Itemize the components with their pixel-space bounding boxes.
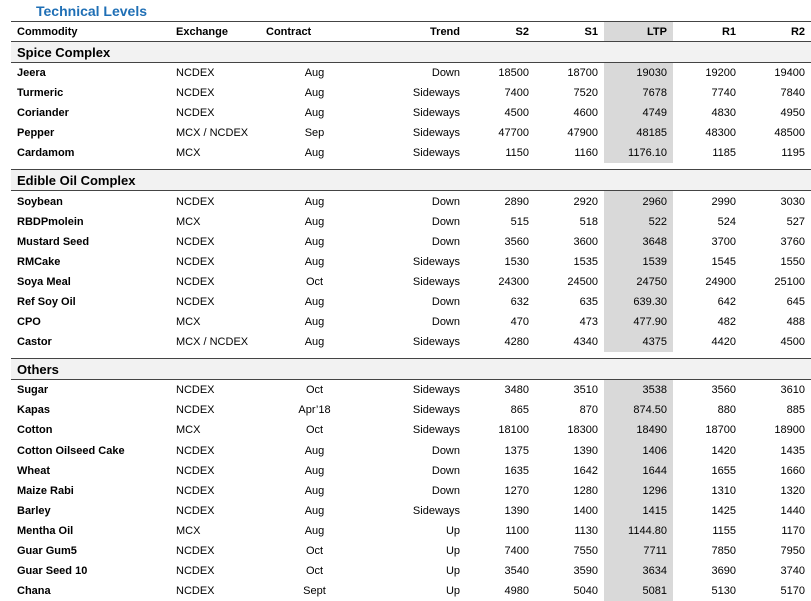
cell-contract: Aug xyxy=(260,191,369,212)
cell-exchange: MCX xyxy=(170,521,260,541)
cell-trend: Sideways xyxy=(369,103,466,123)
cell-commodity: Cardamom xyxy=(11,143,170,163)
cell-contract: Aug xyxy=(260,252,369,272)
cell-commodity: RMCake xyxy=(11,252,170,272)
cell-r1: 24900 xyxy=(673,272,742,292)
cell-exchange: MCX / NCDEX xyxy=(170,332,260,352)
cell-s1: 5040 xyxy=(535,581,604,601)
cell-ltp: 1144.80 xyxy=(604,521,673,541)
cell-exchange: MCX xyxy=(170,420,260,440)
cell-trend: Sideways xyxy=(369,252,466,272)
cell-s2: 7400 xyxy=(466,541,535,561)
cell-ltp: 7678 xyxy=(604,83,673,103)
header-s1: S1 xyxy=(535,22,604,42)
cell-r1: 2990 xyxy=(673,191,742,212)
cell-commodity: Ref Soy Oil xyxy=(11,292,170,312)
cell-commodity: Chana xyxy=(11,581,170,601)
table-row xyxy=(11,581,811,601)
cell-trend: Up xyxy=(369,561,466,581)
cell-r1: 3690 xyxy=(673,561,742,581)
section-header-row xyxy=(11,359,811,380)
cell-trend: Down xyxy=(369,212,466,232)
cell-s2: 24300 xyxy=(466,272,535,292)
cell-r1: 4420 xyxy=(673,332,742,352)
cell-s2: 865 xyxy=(466,400,535,420)
table-row xyxy=(11,541,811,561)
cell-r2: 48500 xyxy=(742,123,811,143)
cell-trend: Sideways xyxy=(369,400,466,420)
cell-commodity: Soya Meal xyxy=(11,272,170,292)
cell-s1: 1400 xyxy=(535,501,604,521)
cell-ltp: 2960 xyxy=(604,191,673,212)
cell-trend: Sideways xyxy=(369,420,466,440)
cell-ltp: 1415 xyxy=(604,501,673,521)
cell-trend: Down xyxy=(369,63,466,84)
cell-trend: Sideways xyxy=(369,501,466,521)
cell-ltp: 3634 xyxy=(604,561,673,581)
cell-s2: 515 xyxy=(466,212,535,232)
cell-r2: 3610 xyxy=(742,380,811,401)
cell-ltp: 18490 xyxy=(604,420,673,440)
cell-r2: 1550 xyxy=(742,252,811,272)
table-row xyxy=(11,212,811,232)
cell-s2: 7400 xyxy=(466,83,535,103)
cell-ltp: 24750 xyxy=(604,272,673,292)
cell-contract: Sep xyxy=(260,123,369,143)
cell-trend: Down xyxy=(369,441,466,461)
cell-s2: 18100 xyxy=(466,420,535,440)
cell-s1: 3600 xyxy=(535,232,604,252)
cell-trend: Sideways xyxy=(369,380,466,401)
cell-s2: 4280 xyxy=(466,332,535,352)
table-row xyxy=(11,400,811,420)
table-row xyxy=(11,232,811,252)
cell-s2: 1375 xyxy=(466,441,535,461)
cell-r2: 1195 xyxy=(742,143,811,163)
cell-commodity: Kapas xyxy=(11,400,170,420)
section-header-row xyxy=(11,42,811,63)
cell-commodity: Soybean xyxy=(11,191,170,212)
cell-exchange: NCDEX xyxy=(170,232,260,252)
cell-commodity: Pepper xyxy=(11,123,170,143)
cell-s1: 7520 xyxy=(535,83,604,103)
table-header-row xyxy=(11,22,811,42)
cell-contract: Apr’18 xyxy=(260,400,369,420)
cell-exchange: NCDEX xyxy=(170,63,260,84)
cell-contract: Aug xyxy=(260,232,369,252)
cell-r1: 3560 xyxy=(673,380,742,401)
cell-exchange: NCDEX xyxy=(170,501,260,521)
cell-contract: Aug xyxy=(260,332,369,352)
cell-s1: 24500 xyxy=(535,272,604,292)
cell-commodity: Cotton xyxy=(11,420,170,440)
cell-exchange: MCX xyxy=(170,212,260,232)
table-row xyxy=(11,83,811,103)
cell-trend: Sideways xyxy=(369,272,466,292)
table-row xyxy=(11,123,811,143)
header-exchange: Exchange xyxy=(170,22,260,42)
cell-r2: 1170 xyxy=(742,521,811,541)
table-row xyxy=(11,501,811,521)
cell-r1: 4830 xyxy=(673,103,742,123)
cell-s2: 3540 xyxy=(466,561,535,581)
header-contract: Contract xyxy=(260,22,369,42)
cell-trend: Down xyxy=(369,312,466,332)
cell-commodity: Coriander xyxy=(11,103,170,123)
cell-exchange: NCDEX xyxy=(170,83,260,103)
table-row xyxy=(11,481,811,501)
cell-r2: 7840 xyxy=(742,83,811,103)
cell-r1: 1545 xyxy=(673,252,742,272)
section-title: Others xyxy=(11,359,811,380)
cell-s2: 18500 xyxy=(466,63,535,84)
cell-exchange: NCDEX xyxy=(170,103,260,123)
cell-s1: 2920 xyxy=(535,191,604,212)
cell-s2: 1270 xyxy=(466,481,535,501)
cell-exchange: NCDEX xyxy=(170,252,260,272)
cell-r2: 3740 xyxy=(742,561,811,581)
cell-s1: 518 xyxy=(535,212,604,232)
cell-r2: 3030 xyxy=(742,191,811,212)
cell-s1: 473 xyxy=(535,312,604,332)
cell-s1: 3590 xyxy=(535,561,604,581)
cell-commodity: Mustard Seed xyxy=(11,232,170,252)
cell-s2: 2890 xyxy=(466,191,535,212)
cell-s2: 1635 xyxy=(466,461,535,481)
cell-contract: Aug xyxy=(260,521,369,541)
cell-r2: 4950 xyxy=(742,103,811,123)
cell-r1: 1655 xyxy=(673,461,742,481)
cell-s1: 4340 xyxy=(535,332,604,352)
cell-contract: Aug xyxy=(260,292,369,312)
cell-commodity: Sugar xyxy=(11,380,170,401)
header-ltp: LTP xyxy=(604,22,673,42)
cell-s1: 1160 xyxy=(535,143,604,163)
cell-r2: 1320 xyxy=(742,481,811,501)
cell-contract: Aug xyxy=(260,83,369,103)
table-row xyxy=(11,63,811,84)
cell-s1: 1642 xyxy=(535,461,604,481)
cell-exchange: MCX xyxy=(170,312,260,332)
cell-s1: 18700 xyxy=(535,63,604,84)
cell-s1: 1280 xyxy=(535,481,604,501)
cell-trend: Up xyxy=(369,541,466,561)
header-commodity: Commodity xyxy=(11,22,170,42)
cell-contract: Aug xyxy=(260,481,369,501)
cell-contract: Aug xyxy=(260,212,369,232)
table-row xyxy=(11,420,811,440)
cell-ltp: 1296 xyxy=(604,481,673,501)
cell-r2: 25100 xyxy=(742,272,811,292)
cell-commodity: Cotton Oilseed Cake xyxy=(11,441,170,461)
cell-trend: Up xyxy=(369,521,466,541)
cell-commodity: Maize Rabi xyxy=(11,481,170,501)
cell-exchange: NCDEX xyxy=(170,400,260,420)
cell-s2: 3480 xyxy=(466,380,535,401)
cell-contract: Aug xyxy=(260,143,369,163)
cell-exchange: NCDEX xyxy=(170,292,260,312)
cell-commodity: Jeera xyxy=(11,63,170,84)
cell-r1: 1185 xyxy=(673,143,742,163)
cell-contract: Oct xyxy=(260,541,369,561)
cell-exchange: NCDEX xyxy=(170,272,260,292)
section-title: Spice Complex xyxy=(11,42,811,63)
cell-contract: Oct xyxy=(260,561,369,581)
cell-contract: Aug xyxy=(260,441,369,461)
cell-exchange: NCDEX xyxy=(170,380,260,401)
cell-trend: Sideways xyxy=(369,123,466,143)
cell-commodity: Mentha Oil xyxy=(11,521,170,541)
cell-ltp: 522 xyxy=(604,212,673,232)
cell-s2: 632 xyxy=(466,292,535,312)
cell-ltp: 1406 xyxy=(604,441,673,461)
cell-r2: 1435 xyxy=(742,441,811,461)
table-row xyxy=(11,561,811,581)
cell-r2: 19400 xyxy=(742,63,811,84)
cell-s1: 1390 xyxy=(535,441,604,461)
header-trend: Trend xyxy=(369,22,466,42)
table-row xyxy=(11,380,811,401)
cell-trend: Down xyxy=(369,481,466,501)
cell-exchange: MCX / NCDEX xyxy=(170,123,260,143)
section-title: Edible Oil Complex xyxy=(11,170,811,191)
technical-levels-table xyxy=(11,21,811,601)
cell-r1: 7740 xyxy=(673,83,742,103)
cell-s2: 470 xyxy=(466,312,535,332)
cell-trend: Down xyxy=(369,232,466,252)
cell-r1: 48300 xyxy=(673,123,742,143)
cell-contract: Aug xyxy=(260,461,369,481)
cell-contract: Aug xyxy=(260,103,369,123)
cell-commodity: CPO xyxy=(11,312,170,332)
cell-trend: Sideways xyxy=(369,83,466,103)
cell-ltp: 4375 xyxy=(604,332,673,352)
cell-ltp: 1176.10 xyxy=(604,143,673,163)
cell-r1: 3700 xyxy=(673,232,742,252)
cell-s2: 1100 xyxy=(466,521,535,541)
table-row xyxy=(11,332,811,352)
cell-commodity: Guar Seed 10 xyxy=(11,561,170,581)
cell-r1: 1420 xyxy=(673,441,742,461)
table-row xyxy=(11,143,811,163)
table-body xyxy=(11,42,811,601)
cell-r1: 7850 xyxy=(673,541,742,561)
header-s2: S2 xyxy=(466,22,535,42)
table-row xyxy=(11,191,811,212)
cell-contract: Oct xyxy=(260,380,369,401)
cell-ltp: 1539 xyxy=(604,252,673,272)
cell-s1: 4600 xyxy=(535,103,604,123)
section-header-row xyxy=(11,170,811,191)
cell-exchange: NCDEX xyxy=(170,541,260,561)
cell-exchange: NCDEX xyxy=(170,581,260,601)
cell-r2: 4500 xyxy=(742,332,811,352)
cell-r1: 1155 xyxy=(673,521,742,541)
page-title: Technical Levels xyxy=(36,3,147,19)
cell-ltp: 4749 xyxy=(604,103,673,123)
cell-s2: 1530 xyxy=(466,252,535,272)
cell-r2: 488 xyxy=(742,312,811,332)
cell-s1: 635 xyxy=(535,292,604,312)
cell-contract: Sept xyxy=(260,581,369,601)
cell-r2: 5170 xyxy=(742,581,811,601)
cell-exchange: NCDEX xyxy=(170,561,260,581)
cell-s1: 3510 xyxy=(535,380,604,401)
table-row xyxy=(11,312,811,332)
cell-exchange: NCDEX xyxy=(170,441,260,461)
cell-ltp: 7711 xyxy=(604,541,673,561)
cell-r1: 1425 xyxy=(673,501,742,521)
table-row xyxy=(11,461,811,481)
table-row xyxy=(11,252,811,272)
cell-r1: 5130 xyxy=(673,581,742,601)
cell-exchange: NCDEX xyxy=(170,191,260,212)
cell-contract: Aug xyxy=(260,501,369,521)
header-r1: R1 xyxy=(673,22,742,42)
cell-exchange: MCX xyxy=(170,143,260,163)
cell-s1: 1130 xyxy=(535,521,604,541)
cell-ltp: 639.30 xyxy=(604,292,673,312)
cell-r2: 18900 xyxy=(742,420,811,440)
cell-trend: Sideways xyxy=(369,143,466,163)
cell-contract: Aug xyxy=(260,63,369,84)
cell-commodity: Guar Gum5 xyxy=(11,541,170,561)
cell-s1: 870 xyxy=(535,400,604,420)
cell-r1: 642 xyxy=(673,292,742,312)
header-r2: R2 xyxy=(742,22,811,42)
table-row xyxy=(11,441,811,461)
cell-trend: Down xyxy=(369,461,466,481)
cell-s2: 4500 xyxy=(466,103,535,123)
cell-s2: 1390 xyxy=(466,501,535,521)
cell-s1: 18300 xyxy=(535,420,604,440)
cell-commodity: Castor xyxy=(11,332,170,352)
table-row xyxy=(11,521,811,541)
table-row xyxy=(11,272,811,292)
cell-r1: 1310 xyxy=(673,481,742,501)
cell-r2: 885 xyxy=(742,400,811,420)
table-row xyxy=(11,103,811,123)
cell-r1: 482 xyxy=(673,312,742,332)
cell-r2: 3760 xyxy=(742,232,811,252)
cell-r1: 19200 xyxy=(673,63,742,84)
cell-ltp: 477.90 xyxy=(604,312,673,332)
cell-ltp: 5081 xyxy=(604,581,673,601)
cell-s2: 1150 xyxy=(466,143,535,163)
cell-r2: 7950 xyxy=(742,541,811,561)
cell-trend: Down xyxy=(369,191,466,212)
cell-r1: 18700 xyxy=(673,420,742,440)
cell-s2: 3560 xyxy=(466,232,535,252)
cell-commodity: Barley xyxy=(11,501,170,521)
cell-exchange: NCDEX xyxy=(170,461,260,481)
cell-commodity: Turmeric xyxy=(11,83,170,103)
cell-r2: 645 xyxy=(742,292,811,312)
cell-ltp: 874.50 xyxy=(604,400,673,420)
cell-s1: 1535 xyxy=(535,252,604,272)
cell-ltp: 1644 xyxy=(604,461,673,481)
table-row xyxy=(11,292,811,312)
cell-ltp: 48185 xyxy=(604,123,673,143)
cell-ltp: 3538 xyxy=(604,380,673,401)
cell-trend: Down xyxy=(369,292,466,312)
cell-r2: 1660 xyxy=(742,461,811,481)
cell-contract: Oct xyxy=(260,272,369,292)
cell-commodity: RBDPmolein xyxy=(11,212,170,232)
cell-r2: 1440 xyxy=(742,501,811,521)
cell-r2: 527 xyxy=(742,212,811,232)
cell-contract: Oct xyxy=(260,420,369,440)
cell-contract: Aug xyxy=(260,312,369,332)
cell-exchange: NCDEX xyxy=(170,481,260,501)
cell-r1: 880 xyxy=(673,400,742,420)
cell-commodity: Wheat xyxy=(11,461,170,481)
cell-r1: 524 xyxy=(673,212,742,232)
cell-s2: 47700 xyxy=(466,123,535,143)
cell-ltp: 19030 xyxy=(604,63,673,84)
cell-trend: Up xyxy=(369,581,466,601)
cell-s2: 4980 xyxy=(466,581,535,601)
cell-trend: Sideways xyxy=(369,332,466,352)
cell-s1: 47900 xyxy=(535,123,604,143)
cell-ltp: 3648 xyxy=(604,232,673,252)
cell-s1: 7550 xyxy=(535,541,604,561)
